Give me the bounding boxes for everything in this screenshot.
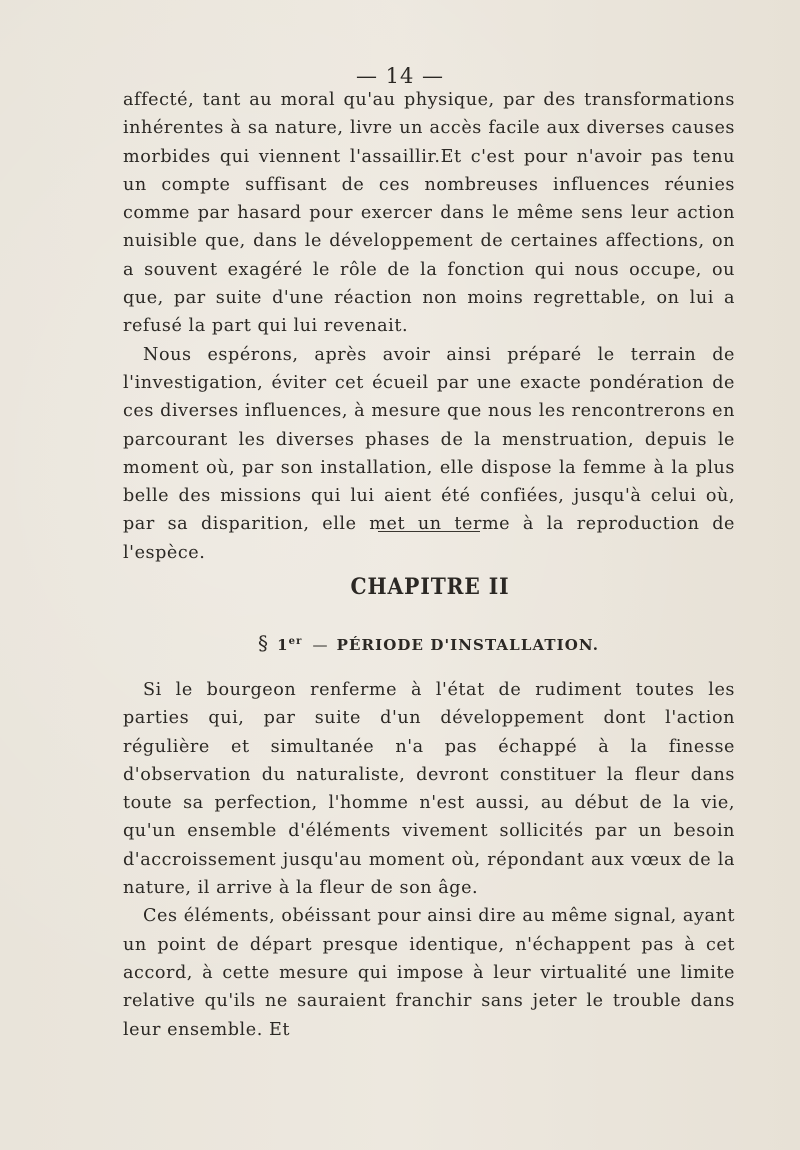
section-symbol: §	[258, 631, 270, 655]
paragraph-1: affecté, tant au moral qu'au physique, par des transformations inhérentes à sa nature, livre un accès facile aux diverses causes morbides qui viennent l'assaillir.Et c'est pour n'avoir pas tenu un compte suffisant de ces nombreuses influences réunies comme par hasard pour exercer dans le même sens leur action nuisible que, dans le développement de certaines affections, on a souvent exagéré le rôle de la fonction qui nous occupe, ou que, par suite d'une réaction non moins regrettable, on lui a refusé la part qui lui revenait.	[123, 90, 735, 337]
paragraph-3: Si le bourgeon renferme à l'état de rudiment toutes les parties qui, par suite d'un développement dont l'action régulière et simultanée n'a pas échappé à la finesse d'observation du naturaliste, devront constituer la fleur dans toute sa perfection, l'homme n'est aussi, au début de la vie, qu'un ensemble d'éléments vivement sollicités par un besoin d'accroissement jusqu'au moment où, répondant aux vœux de la nature, il arrive à la fleur de son âge.	[123, 680, 735, 899]
chapter-title: CHAPITRE II	[350, 574, 510, 600]
section-divider-rule	[378, 531, 480, 532]
text-block-bottom	[123, 676, 735, 1044]
section-number: 1	[277, 636, 289, 654]
section-title: PÉRIODE D'INSTALLATION.	[336, 636, 600, 654]
text-block-top	[123, 86, 735, 567]
section-dash: —	[312, 636, 329, 654]
section-number-superscript: er	[288, 636, 303, 647]
page-number: — 14 —	[355, 64, 445, 88]
paragraph-2: Nous espérons, après avoir ainsi préparé le terrain de l'investigation, éviter cet écueil par une exacte pondération de ces diverses influences, à mesure que nous les rencontrerons en parcourant les diverses phases de la menstruation, depuis le moment où, par son installation, elle dispose la femme à la plus belle des missions qui lui aient été confiées, jusqu'à celui où, par sa disparition, elle met un terme à la reproduction de l'espèce.	[123, 344, 735, 563]
paragraph-4: Ces éléments, obéissant pour ainsi dire au même signal, ayant un point de départ presque identique, n'échappent pas à cet accord, à cette mesure qui impose à leur virtualité une limite relative qu'ils ne sauraient franchir sans jeter le trouble dans leur ensemble. Et	[123, 906, 735, 1040]
section-heading	[258, 631, 599, 655]
